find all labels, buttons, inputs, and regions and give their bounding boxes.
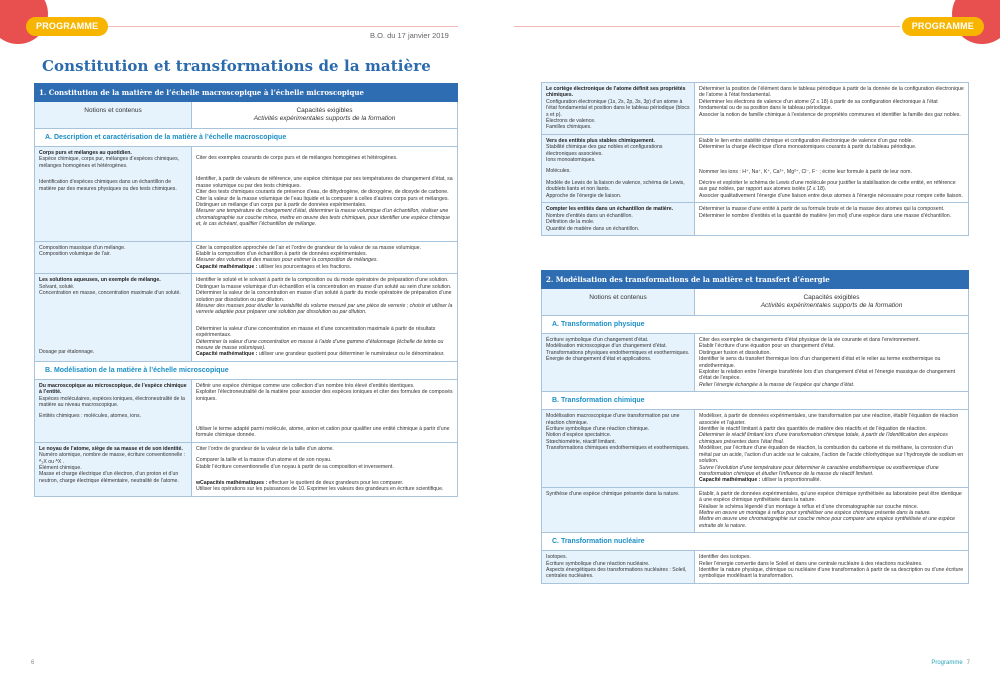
section1-continued-table (541, 82, 969, 236)
activity-text: Mettre en œuvre un montage à reflux pour synthétiser une espèce chimique présente dans la nature. (699, 509, 931, 516)
notion-heading: Du macroscopique au microscopique, de l’espèce chimique à l’entité. (39, 382, 187, 396)
math-capacity-text: utiliser les pourcentages et les fractions. (257, 263, 352, 270)
col-header-activites-label: Activités expérimentales supports de la formation (760, 302, 903, 309)
notion-text: Concentration en masse, concentration maximale d’un soluté. (39, 290, 181, 297)
notion-text: Modèle de Lewis de la liaison de valence, schéma de Lewis, doublets liants et non liants. (546, 179, 685, 193)
capacity-text: Établir, à partir de données expérimentales, qu’une espèce chimique synthétisée au laboratoire peut être identique à une espèce chimique synthétisée dans la nature. (699, 490, 962, 504)
table-row (542, 551, 969, 584)
capacity-text: Exploiter l’électroneutralité de la matière pour associer des espèces ioniques et citer des formules de composés ioniques. (196, 389, 453, 402)
notion-text: Approche de l’énergie de liaison. (546, 192, 622, 199)
notion-text: Énergie de changement d’état et applications. (546, 356, 652, 363)
capacity-text: Modéliser, à partir de données expérimentales, une transformation par une réaction, établir l’équation de réaction associée et l’ajuster. (699, 413, 959, 426)
bo-date: B.O. du 17 janvier 2019 (370, 31, 449, 40)
capacity-text: Établir l’écriture conventionnelle d’un noyau à partir de sa composition et inversement. (196, 463, 394, 470)
notions-cell (542, 551, 695, 584)
math-capacity-label: Capacité mathématique : (196, 263, 258, 270)
capacity-text: Associer qualitativement l’énergie d’une liaison entre deux atomes à l’énergie nécessaire pour rompre cette liaison. (699, 192, 963, 199)
notion-text: Électrons de valence. (546, 118, 596, 125)
activity-text: Mesurer des volumes et des masses pour estimer la composition de mélanges. (196, 257, 378, 264)
page-title: Constitution et transformations de la matière (42, 57, 431, 75)
capacites-cell (695, 551, 969, 584)
notions-cell (35, 147, 192, 242)
table-row (35, 442, 458, 496)
capacity-text: Identifier le sens du transfert thermique lors d’un changement d’état et le relier au terme exothermique ou endothermique. (699, 356, 941, 369)
programme-tag: PROGRAMME (902, 17, 984, 36)
capacity-text: Citer des exemples courants de corps purs et de mélanges homogènes et hétérogènes. (196, 155, 398, 161)
notion-heading: Les solutions aqueuses, un exemple de mélange. (39, 277, 161, 284)
activity-text: Mesurer une température de changement d’état, déterminer la masse volumique d’un échantillon, réaliser une chromatographie sur couche mince, mettre en œuvre des tests chimiques, pour identifier une espèce chimique et, le cas échéant, qualifier l’échantillon de mélange. (196, 208, 451, 228)
table-row (35, 147, 458, 242)
capacity-text: Déterminer la position de l’élément dans le tableau périodique à partir de la donnée de la configuration électronique de l’atome à l’état fondamental. (699, 86, 964, 99)
notions-cell (35, 379, 192, 442)
section1-title: 1. Constitution de la matière de l’échelle macroscopique à l’échelle microscopique (35, 84, 458, 102)
subsection-c-title: C. Transformation nucléaire (542, 533, 969, 551)
capacites-cell (192, 442, 458, 496)
notion-text: Espèce chimique, corps pur, mélanges d’espèces chimiques, mélanges homogènes et hétérogènes. (39, 156, 180, 169)
activity-text: Relier l’énergie échangée à la masse de l’espèce qui change d’état. (699, 381, 855, 388)
col-header-capacites-label: Capacités exigibles (296, 107, 353, 114)
activity-text: Mesurer des masses pour étudier la variabilité du volume mesuré par une pièce de verrerie ; choisir et utiliser la verrerie adaptée pour préparer une solution par dissolution ou par dilution. (196, 302, 453, 316)
col-header-activites-label: Activités expérimentales supports de la formation (253, 115, 396, 122)
notion-text: Composition volumique de l’air. (39, 251, 111, 258)
subsection-b-title: B. Transformation chimique (542, 392, 969, 410)
notions-cell (542, 334, 695, 392)
notions-cell (35, 274, 192, 361)
notion-text: Masse et charge électrique d’un électron, d’un proton et d’un neutron, charge électrique élémentaire, neutralité de l’atome. (39, 471, 179, 484)
table-row (542, 203, 969, 236)
capacity-text: Établir la composition d’un échantillon à partir de données expérimentales. (196, 251, 368, 258)
col-header-notions: Notions et contenus (35, 102, 192, 129)
table-row (542, 83, 969, 135)
notion-text: Dosage par étalonnage. (39, 348, 95, 355)
notion-text: Écriture symbolique d’un changement d’état. (546, 337, 649, 343)
notions-cell (542, 134, 695, 202)
notion-heading: Vers des entités plus stables chimiquement. (546, 137, 655, 144)
notions-cell (35, 442, 192, 496)
notion-text: Modélisation microscopique d’un changement d’état. (546, 343, 667, 350)
notions-cell (542, 203, 695, 236)
math-capacity-label: wCapacités mathématiques : (196, 480, 268, 486)
math-capacity (699, 477, 964, 483)
math-capacity-text: utiliser la proportionnalité. (760, 477, 821, 484)
header-rule (514, 26, 900, 27)
capacity-text: Identifier le réactif limitant à partir des quantités de matière des réactifs et de l’équation de réaction. (699, 426, 927, 433)
capacity-text: Citer l’ordre de grandeur de la valeur de la taille d’un atome. (196, 445, 334, 452)
col-header-notions: Notions et contenus (542, 289, 695, 316)
capacites-cell (192, 274, 458, 361)
capacity-text: Utiliser les opérations sur les puissances de 10. Exprimer les valeurs des grandeurs en écriture scientifique. (196, 486, 444, 493)
capacity-text: Identifier le soluté et le solvant à partir de la composition ou du mode opératoire de préparation d’une solution. (196, 277, 449, 284)
activity-text: Déterminer le réactif limitant lors d’une transformation chimique totale, à partir de l’identification des espèces chimiques présentes dans l’état final. (699, 432, 948, 445)
capacity-text: Établir le lien entre stabilité chimique et configuration électronique de valence d’un gaz noble. (699, 137, 913, 144)
capacity-text: Citer des exemples de changements d’état physique de la vie courante et dans l’environnement. (699, 337, 920, 343)
capacites-cell (695, 134, 969, 202)
notion-heading: Le cortège électronique de l’atome définit ses propriétés chimiques. (546, 86, 686, 99)
col-header-capacites-label: Capacités exigibles (803, 294, 860, 301)
notion-text: Notion d’espèce spectatrice. (546, 432, 612, 439)
capacites-cell (695, 203, 969, 236)
notions-cell (542, 83, 695, 135)
notions-cell (542, 410, 695, 487)
capacity-text: Déterminer la valeur de la concentration en masse d’un soluté à partir du mode opératoire de préparation d’une solution par dissolution ou par dilution. (196, 290, 452, 303)
capacity-text: Associer la notion de famille chimique à l’existence de propriétés communes et identifier la famille des gaz nobles. (699, 111, 961, 118)
page-number-right: 7 (966, 660, 970, 666)
notion-heading: Compter les entités dans un échantillon de matière. (546, 206, 674, 213)
capacity-text: Utiliser le terme adapté parmi molécule, atome, anion et cation pour qualifier une entité chimique à partir d’une formule chimique donnée. (196, 425, 450, 439)
capacity-text: Déterminer la charge électrique d’ions monoatomiques courants à partir du tableau périodique. (699, 144, 917, 151)
notion-text: Définition de la mole. (546, 219, 595, 226)
notion-text: Nombre d’entités dans un échantillon. (546, 212, 633, 219)
col-header-capacites (192, 102, 458, 129)
table-row (542, 410, 969, 487)
notions-cell (542, 487, 695, 532)
capacity-text: Identifier la nature physique, chimique ou nucléaire d’une transformation à partir de sa description ou d’une écriture symbolique modélisant la transformation. (699, 566, 964, 580)
notion-text: Espèces moléculaires, espèces ioniques, électroneutralité de la matière au niveau macroscopique. (39, 395, 185, 408)
notion-text: Numéro atomique, nombre de masse, écriture conventionnelle : (39, 452, 186, 459)
capacity-text: Distinguer fusion et dissolution. (699, 349, 771, 356)
page-footer-right (931, 660, 970, 666)
notion-text: Ions monoatomiques. (546, 157, 596, 164)
notions-cell (35, 241, 192, 274)
notion-text: Transformations physiques endothermiques et exothermiques. (546, 349, 690, 356)
notion-text: Écriture symbolique d’une réaction nucléaire. (546, 560, 650, 567)
table-row (35, 241, 458, 274)
capacites-cell (695, 334, 969, 392)
capacites-cell (192, 379, 458, 442)
header-rule (100, 26, 458, 27)
notion-text: Modélisation macroscopique d’une transformation par une réaction chimique. (546, 413, 680, 426)
capacity-text: Déterminer la masse d’une entité à partir de sa formule brute et de la masse des atomes qui la composent. (699, 206, 945, 213)
page-number-left: 6 (31, 660, 35, 666)
footer-programme-label: Programme (931, 660, 963, 666)
capacites-cell (192, 147, 458, 242)
capacity-text: Distinguer la masse volumique d’un échantillon et la concentration en masse d’un soluté au sein d’une solution. (196, 283, 452, 290)
section2-table (541, 270, 969, 584)
math-capacity-label: Capacité mathématique : (196, 351, 258, 358)
notion-text: Élément chimique. (39, 465, 82, 471)
notion-text: Aspects énergétiques des transformations nucléaires : Soleil, centrales nucléaires. (546, 566, 687, 580)
notion-text: Solvant, soluté. (39, 283, 75, 290)
subsection-b-title: B. Modélisation de la matière à l’échelle microscopique (35, 361, 458, 379)
activity-text: Mettre en œuvre une chromatographie sur couche mince pour comparer une espèce synthétisée et une espèce extraite de la nature. (699, 516, 956, 529)
capacity-text: Nommer les ions : H⁺, Na⁺, K⁺, Ca²⁺, Mg²⁺, Cl⁻, F⁻ ; écrire leur formule à partir de leur nom. (699, 168, 912, 175)
notion-text: Transformations chimiques endothermiques et exothermiques. (546, 445, 690, 452)
programme-tag: PROGRAMME (26, 17, 108, 36)
capacity-text: Identifier des isotopes. (699, 554, 751, 561)
subsection-a-title: A. Transformation physique (542, 316, 969, 334)
math-capacity (196, 264, 453, 270)
notion-text: Familles chimiques. (546, 124, 592, 131)
capacity-text: Citer la valeur de la masse volumique de l’eau liquide et la comparer à celles d’autres corps purs et mélanges. (196, 195, 449, 202)
col-header-capacites (695, 289, 969, 316)
capacity-text: Modéliser, par l’écriture d’une équation de réaction, la combustion du carbone et du méthane, la corrosion d’un métal par un acide, l’action d’un acide sur le calcaire, l’action de l’acide chlorhydrique sur l’hydroxyde de sodium en solution. (699, 445, 964, 465)
table-row (35, 379, 458, 442)
notion-text: Molécules. (546, 168, 571, 175)
notion-text: Configuration électronique (1s, 2s, 2p, 3s, 3p) d’un atome à l’état fondamental et position dans le tableau périodique (blocs s et p). (546, 98, 690, 118)
capacites-cell (695, 83, 969, 135)
notion-text: Écriture symbolique d’une réaction chimique. (546, 426, 650, 433)
capacites-cell (192, 241, 458, 274)
nuclide-notation: ᴬ₂X ou ᴬX . (39, 458, 65, 465)
capacity-text: Définir une espèce chimique comme une collection d’un nombre très élevé d’entités identiques. (196, 382, 415, 389)
capacity-text: Établir l’écriture d’une équation pour un changement d’état. (699, 343, 835, 350)
subsection-a-title: A. Description et caractérisation de la matière à l’échelle macroscopique (35, 129, 458, 147)
notion-text: Quantité de matière dans un échantillon. (546, 225, 640, 232)
math-capacity-text: utiliser une grandeur quotient pour déterminer le numérateur ou le dénominateur. (257, 351, 445, 358)
notion-text: Composition massique d’un mélange. (39, 244, 126, 251)
notion-heading: Le noyau de l’atome, siège de sa masse et de son identité. (39, 445, 183, 452)
math-capacity-text: effectuer le quotient de deux grandeurs pour les comparer. (267, 480, 404, 486)
capacity-text: Déterminer la valeur d’une concentration en masse et d’une concentration maximale à partir de résultats expérimentaux. (196, 325, 436, 339)
right-page (500, 0, 1000, 684)
capacity-text: Réaliser le schéma légendé d’un montage à reflux et d’une chromatographie sur couche mince. (699, 503, 919, 510)
capacites-cell (695, 487, 969, 532)
section2-title: 2. Modélisation des transformations de la matière et transfert d’énergie (542, 271, 969, 289)
capacity-text: Exploiter la relation entre l’énergie transférée lors d’un changement d’état et l’énergie massique de changement d’état de l’espèce. (699, 369, 956, 382)
capacites-cell (695, 410, 969, 487)
notion-text: Synthèse d’une espèce chimique présente dans la nature. (546, 490, 680, 497)
capacity-text: Citer des tests chimiques courants de présence d’eau, de dihydrogène, de dioxygène, de dioxyde de carbone. (196, 189, 449, 196)
capacity-text: Distinguer un mélange d’un corps pur à partir de données expérimentales. (196, 202, 367, 209)
capacity-text: Citer la composition approchée de l’air et l’ordre de grandeur de la valeur de sa masse volumique. (196, 244, 421, 251)
table-row (542, 487, 969, 532)
activity-text: Suivre l’évolution d’une température pour déterminer le caractère endothermique ou exothermique d’une transformation chimique et étudier l’influence de la masse du réactif limitant. (699, 464, 939, 477)
table-row (542, 134, 969, 202)
capacity-text: Déterminer le nombre d’entités et la quantité de matière (en mol) d’une espèce dans une masse d’échantillon. (699, 212, 952, 219)
table-row (35, 274, 458, 361)
capacity-text: Relier l’énergie convertie dans le Soleil et dans une centrale nucléaire à des réactions nucléaires. (699, 560, 923, 567)
capacity-text: Déterminer les électrons de valence d’un atome (Z ≤ 18) à partir de sa configuration électronique à l’état fondamental ou de sa position dans le tableau périodique. (699, 98, 938, 112)
notion-text: Identification d’espèces chimiques dans un échantillon de matière par des mesures physiques ou des tests chimiques. (39, 179, 177, 192)
capacity-text: Décrire et exploiter le schéma de Lewis d’une molécule pour justifier la stabilisation de cette entité, en référence aux gaz nobles, par rapport aux atomes isolés (Z ≤ 18). (699, 180, 956, 193)
capacity-text: Identifier, à partir de valeurs de référence, une espèce chimique par ses températures de changement d’état, sa masse volumique ou par des tests chimiques. (196, 176, 453, 189)
notion-text: Isotopes. (546, 554, 568, 561)
math-capacity-label: Capacité mathématique : (699, 477, 761, 484)
math-capacity (196, 351, 453, 357)
notion-text: Stabilité chimique des gaz nobles et configurations électroniques associées. (546, 144, 663, 157)
activity-text: Déterminer la valeur d’une concentration en masse à l’aide d’une gamme d’étalonnage (échelle de teinte ou mesure de masse volumique). (196, 338, 444, 351)
notion-text: Entités chimiques : molécules, atomes, ions. (39, 413, 142, 420)
notion-heading: Corps purs et mélanges au quotidien. (39, 150, 132, 156)
capacity-text: Comparer la taille et la masse d’un atome et de son noyau. (196, 457, 332, 464)
notion-text: Stœchiométrie, réactif limitant. (546, 438, 617, 445)
table-row (542, 334, 969, 392)
section1-table (34, 83, 458, 497)
